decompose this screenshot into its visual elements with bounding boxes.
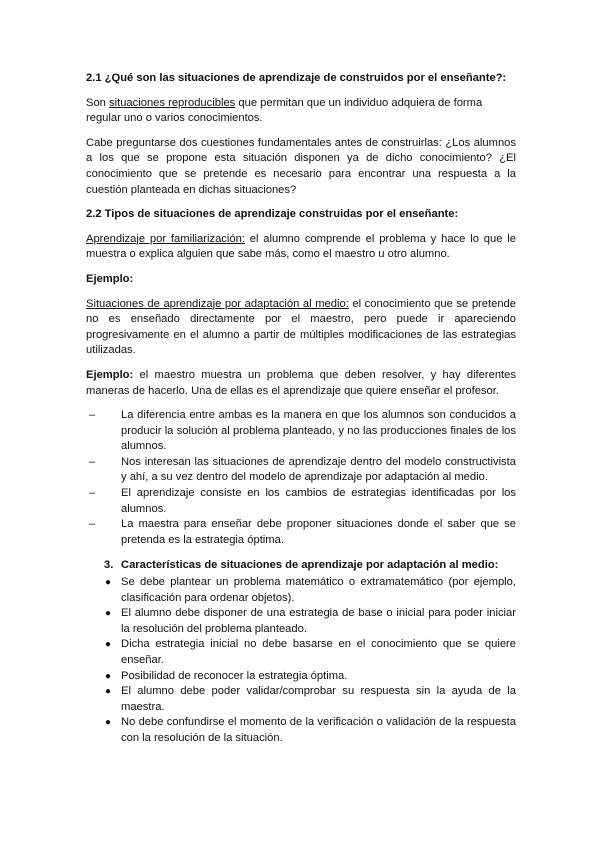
list-item-text: Posibilidad de reconocer la estrategia óptima. [121, 669, 348, 682]
section-number: 3. [104, 559, 114, 572]
paragraph-familiarizacion [86, 232, 516, 263]
list-item [86, 408, 516, 455]
ejemplo-bold-label: Ejemplo: [86, 368, 134, 381]
list-item [86, 575, 516, 606]
list-item-text: La maestra para enseñar debe proponer situaciones donde el saber que se pretenda es la estrategia óptima. [121, 518, 516, 546]
list-item-text: No debe confundirse el momento de la verificación o validación de la respuesta con la resolución de la situación. [121, 716, 516, 744]
bullet-icon: ● [105, 686, 112, 698]
list-item [86, 455, 516, 486]
list-item-text: La diferencia entre ambas es la manera en que los alumnos son conducidos a producir la solución al problema planteado, y no las producciones finales de los alumnos. [121, 409, 516, 453]
document-body [86, 71, 516, 757]
section-heading-text: Características de situaciones de aprendizaje por adaptación al medio: [121, 559, 499, 572]
underlined-term: situaciones reproducibles [109, 96, 236, 109]
list-item [86, 715, 516, 746]
dash-marker: – [89, 409, 96, 422]
list-item [86, 684, 516, 715]
paragraph-questions: Cabe preguntarse dos cuestiones fundamentales antes de construirlas: ¿Los alumnos a los que se propone esta situación disponen ya de dicho conocimiento? ¿El conocimiento que se pretende es necesario para encontrar una respuesta a la cuestión planteada en dichas situaciones? [86, 136, 516, 196]
ejemplo-label: Ejemplo: [86, 272, 134, 285]
list-item [86, 669, 516, 685]
familiarizacion-text: el alumno comprende el problema y hace lo que le muestra o explica alguien que sabe más, como el maestro u otro alumno. [86, 232, 516, 261]
ejemplo-text: el maestro muestra un problema que deben resolver, y hay diferentes maneras de hacerlo. Una de ellas es el aprendizaje que quiere enseñar el profesor. [86, 368, 516, 397]
paragraph-adaptacion [86, 297, 516, 359]
dash-marker: – [89, 455, 96, 468]
paragraph-definition [86, 96, 516, 127]
adaptacion-text: el conocimiento que se pretende no es enseñado directamente por el maestro, pero puede ir apareciendo progresivamente en el alumno a partir de múltiples modificaciones de las estrategias utilizadas. [86, 297, 516, 357]
term-familiarizacion: Aprendizaje por familiarización: [86, 232, 245, 245]
bullet-icon: ● [105, 670, 112, 682]
list-item [86, 517, 516, 548]
list-item [86, 486, 516, 517]
paragraph-ejemplo [86, 368, 516, 399]
section-heading-2-1: 2.1 ¿Qué son las situaciones de aprendizaje de construidos por el enseñante?: [86, 72, 507, 84]
bullet-icon: ● [105, 577, 112, 589]
list-item-text: Nos interesan las situaciones de aprendizaje dentro del modelo constructivista y ahí, a su vez dentro del modelo de aprendizaje por adaptación al medio. [121, 455, 516, 484]
list-item-text: Se debe plantear un problema matemático o extramatemático (por ejemplo, clasificación para ordenar objetos). [121, 576, 516, 604]
term-adaptacion: Situaciones de aprendizaje por adaptación al medio: [86, 297, 349, 310]
text-prefix: Son [86, 96, 110, 109]
bullet-list [86, 575, 516, 747]
bullet-icon: ● [105, 608, 112, 620]
section-heading-2-2: 2.2 Tipos de situaciones de aprendizaje construidas por el enseñante: [86, 208, 459, 221]
list-item [86, 637, 516, 668]
list-item [86, 606, 516, 637]
list-item-text: El alumno debe poder validar/comprobar su respuesta sin la ayuda de la maestra. [121, 685, 516, 713]
text-suffix: que permitan que un individuo adquiera de forma regular uno o varios conocimientos. [86, 96, 483, 125]
bullet-icon: ● [105, 717, 112, 729]
list-item-text: El alumno debe disponer de una estrategia de base o inicial para poder iniciar la resolución del problema planteado. [121, 607, 516, 635]
section-heading-3 [86, 558, 516, 574]
list-item-text: El aprendizaje consiste en los cambios de estrategias identificadas por los alumnos. [121, 487, 516, 515]
dash-marker: – [89, 487, 96, 500]
list-item-text: Dicha estrategia inicial no debe basarse en el conocimiento que se quiere enseñar. [121, 638, 516, 666]
bullet-icon: ● [105, 639, 112, 651]
dash-marker: – [89, 518, 96, 531]
dash-list [86, 408, 516, 548]
